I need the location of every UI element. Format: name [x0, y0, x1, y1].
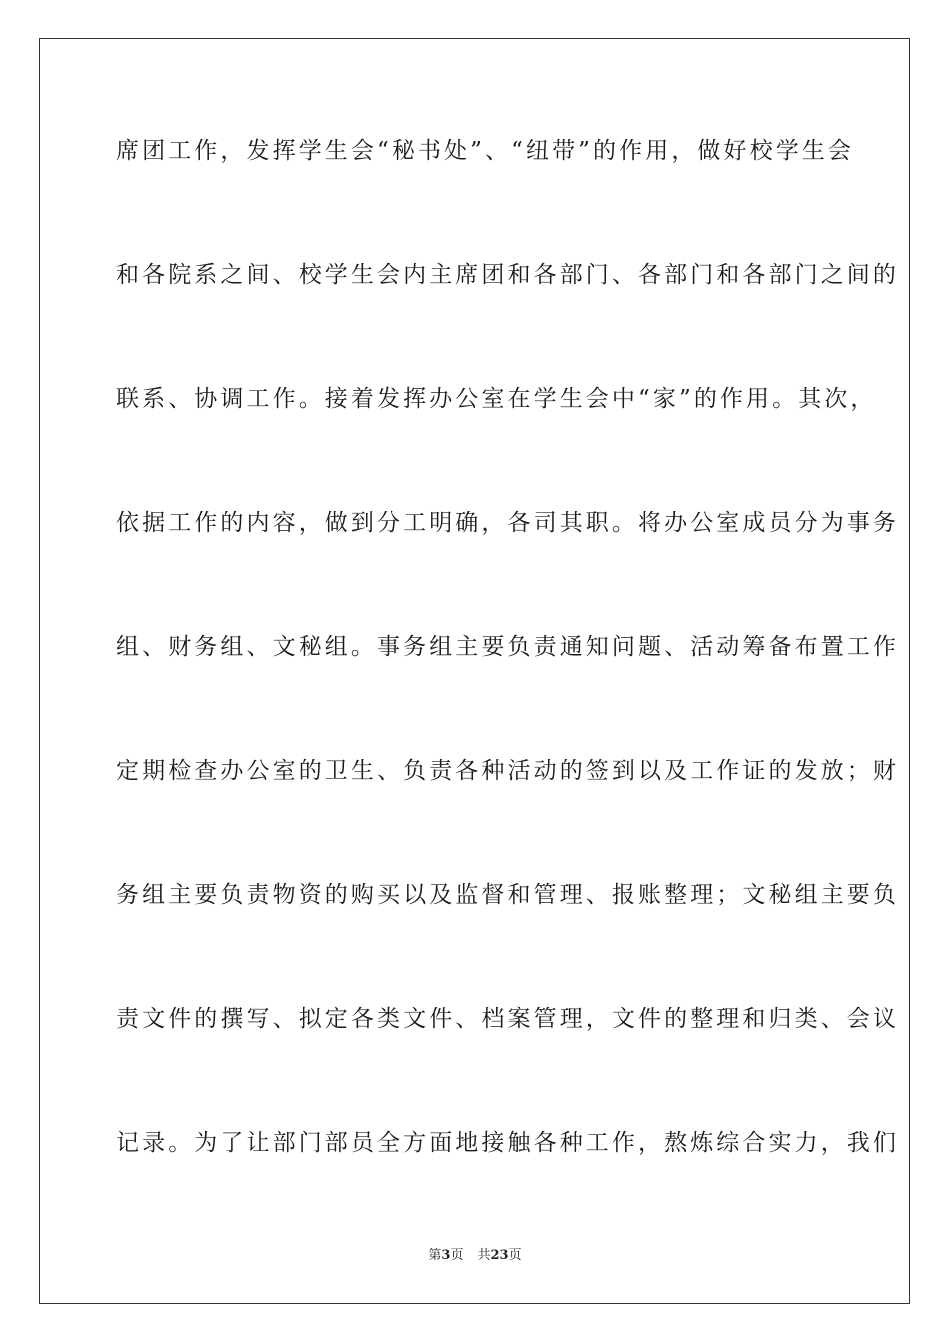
- total-prefix: 共: [477, 1248, 491, 1263]
- paragraph-line-1: 席团工作，发挥学生会“秘书处”、“纽带”的作用，做好校学生会: [116, 138, 855, 164]
- paragraph-line-3: 联系、协调工作。接着发挥办公室在学生会中“家”的作用。其次，: [116, 386, 877, 412]
- total-pages: 23: [490, 1248, 509, 1263]
- paragraph-line-9: 记录。为了让部门部员全方面地接触各种工作，熬炼综合实力，我们: [116, 1130, 899, 1156]
- total-suffix: 页: [508, 1248, 522, 1263]
- paragraph-line-4: 依据工作的内容，做到分工明确，各司其职。将办公室成员分为事务: [116, 510, 899, 536]
- page-suffix: 页: [450, 1248, 464, 1263]
- paragraph-line-8: 责文件的撰写、拟定各类文件、档案管理，文件的整理和归类、会议: [116, 1006, 899, 1032]
- paragraph-line-6: 定期检查办公室的卫生、负责各种活动的签到以及工作证的发放；财: [116, 758, 899, 784]
- paragraph-line-7: 务组主要负责物资的购买以及监督和管理、报账整理；文秘组主要负: [116, 882, 899, 908]
- page-footer: [0, 1248, 950, 1264]
- page-number: 3: [441, 1248, 451, 1263]
- paragraph-line-2: 和各院系之间、校学生会内主席团和各部门、各部门和各部门之间的: [116, 262, 899, 288]
- paragraph-line-5: 组、财务组、文秘组。事务组主要负责通知问题、活动筹备布置工作: [116, 634, 899, 660]
- page-border: [39, 38, 910, 1304]
- page-prefix: 第: [428, 1248, 442, 1263]
